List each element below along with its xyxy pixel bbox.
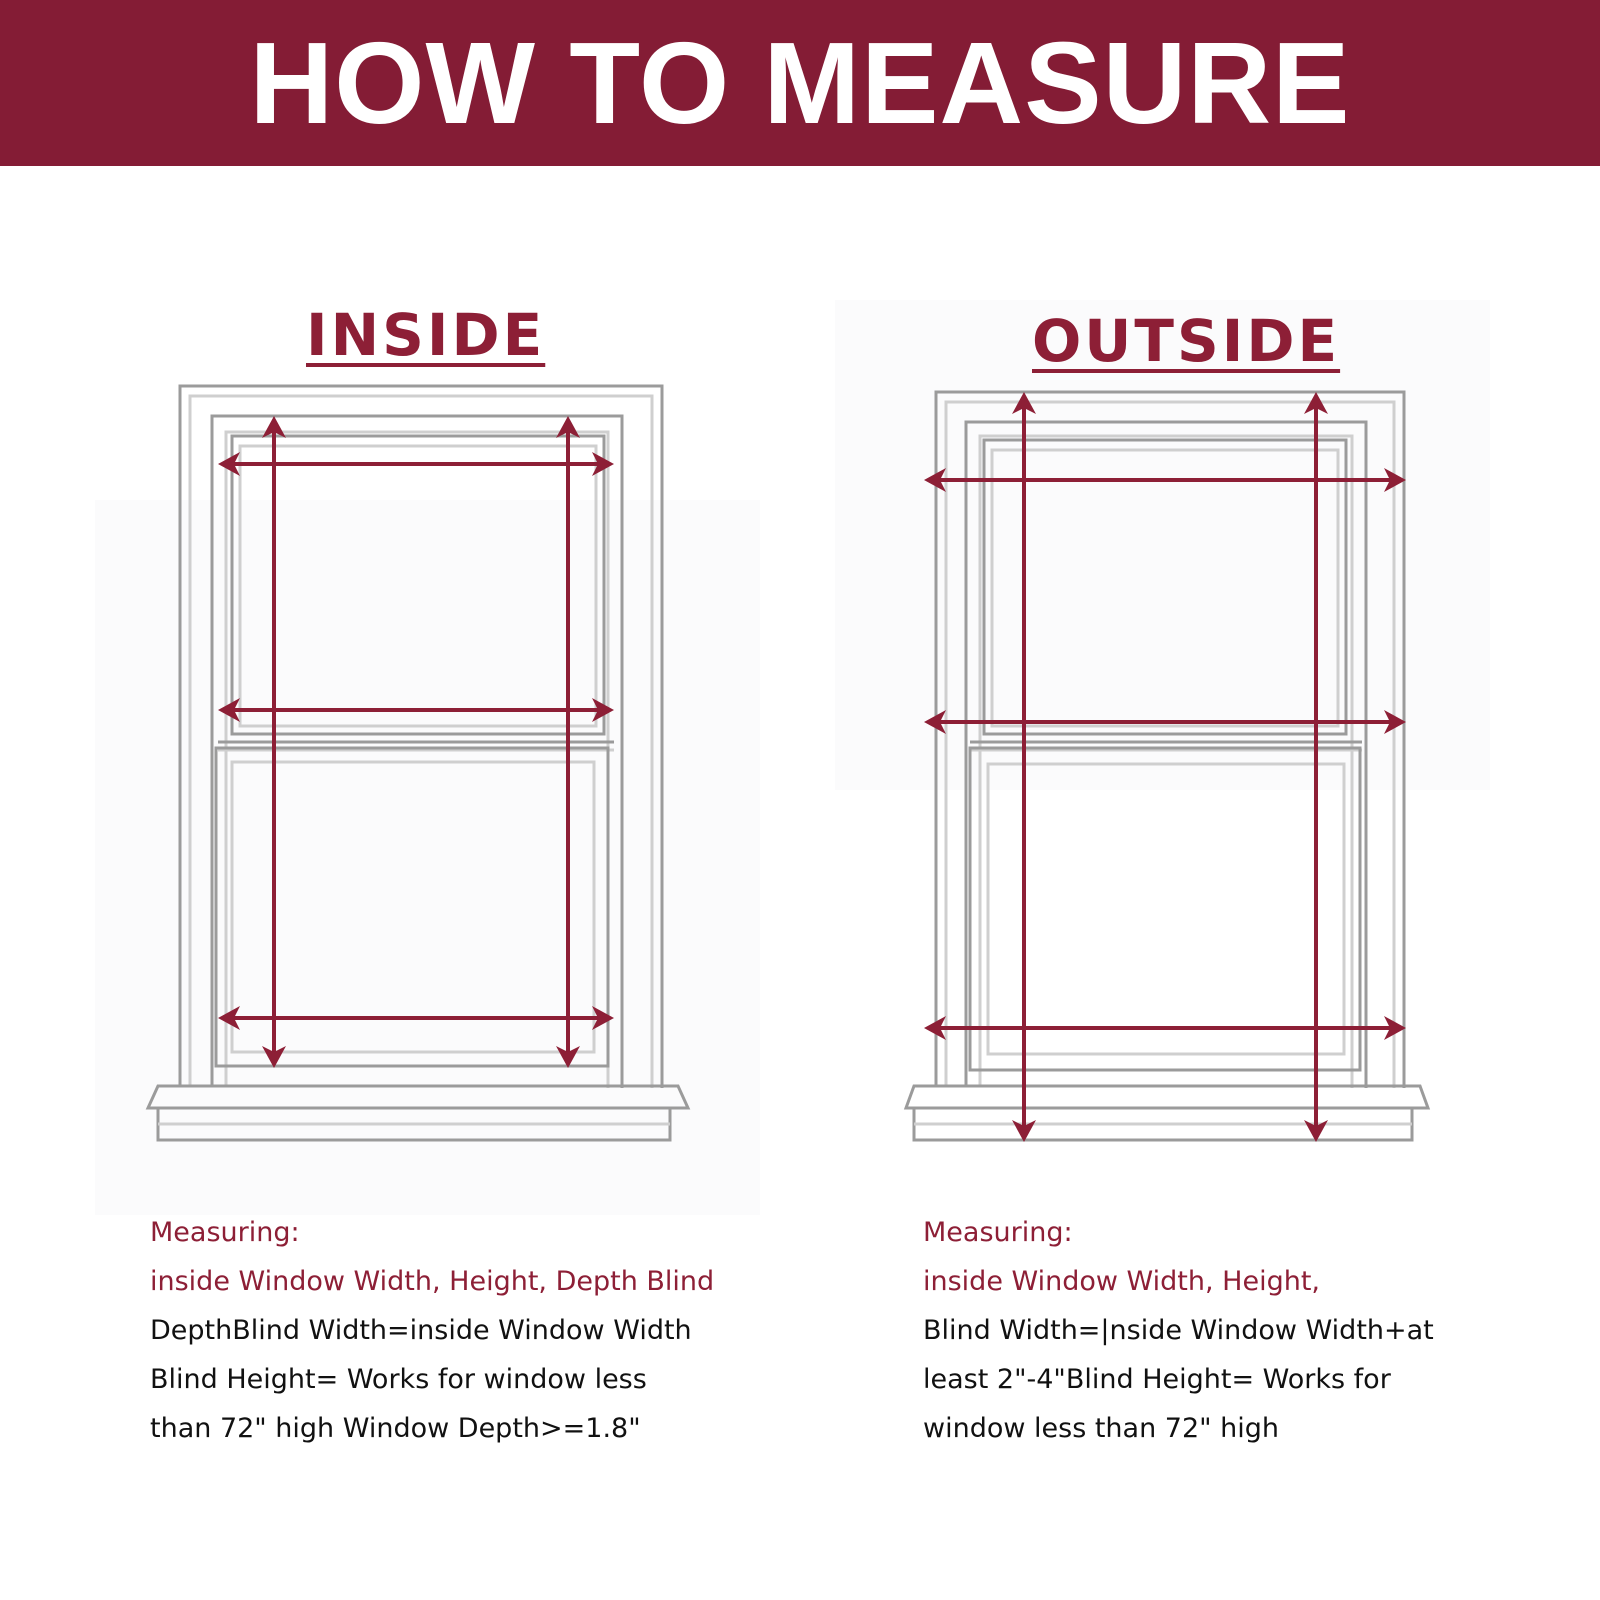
outside-description (923, 1208, 1523, 1453)
outside-measuring-items: inside Window Width, Height, (923, 1266, 1320, 1297)
inside-measuring-items: inside Window Width, Height, Depth Blind (150, 1266, 715, 1297)
outside-upper-sash (984, 440, 1346, 734)
inside-instruction-line: than 72" high Window Depth>=1.8" (150, 1413, 641, 1444)
inside-instruction-line: Blind Height= Works for window less (150, 1364, 647, 1395)
outside-window-sill (906, 1086, 1428, 1108)
inside-description (150, 1208, 750, 1453)
inside-measuring-label: Measuring: (150, 1217, 300, 1248)
inside-title: INSIDE (306, 301, 546, 369)
outside-measuring-label: Measuring: (923, 1217, 1073, 1248)
outside-title: OUTSIDE (1032, 307, 1341, 375)
inside-instruction-line: DepthBlind Width=inside Window Width (150, 1315, 692, 1346)
outside-lower-sash (970, 748, 1360, 1070)
outside-instruction-line: Blind Width=|nside Window Width+at (923, 1315, 1434, 1346)
inside-window-diagram (140, 370, 740, 1170)
outside-window-casing (936, 392, 1404, 1088)
outside-instruction-line: least 2"-4"Blind Height= Works for (923, 1364, 1391, 1395)
inside-upper-sash (232, 436, 604, 734)
inside-window-casing (180, 386, 662, 1088)
page-title: HOW TO MEASURE (249, 18, 1351, 148)
outside-window-diagram (900, 370, 1500, 1170)
inside-window-sill (148, 1086, 688, 1108)
header-banner (0, 0, 1600, 166)
outside-instruction-line: window less than 72" high (923, 1413, 1280, 1444)
